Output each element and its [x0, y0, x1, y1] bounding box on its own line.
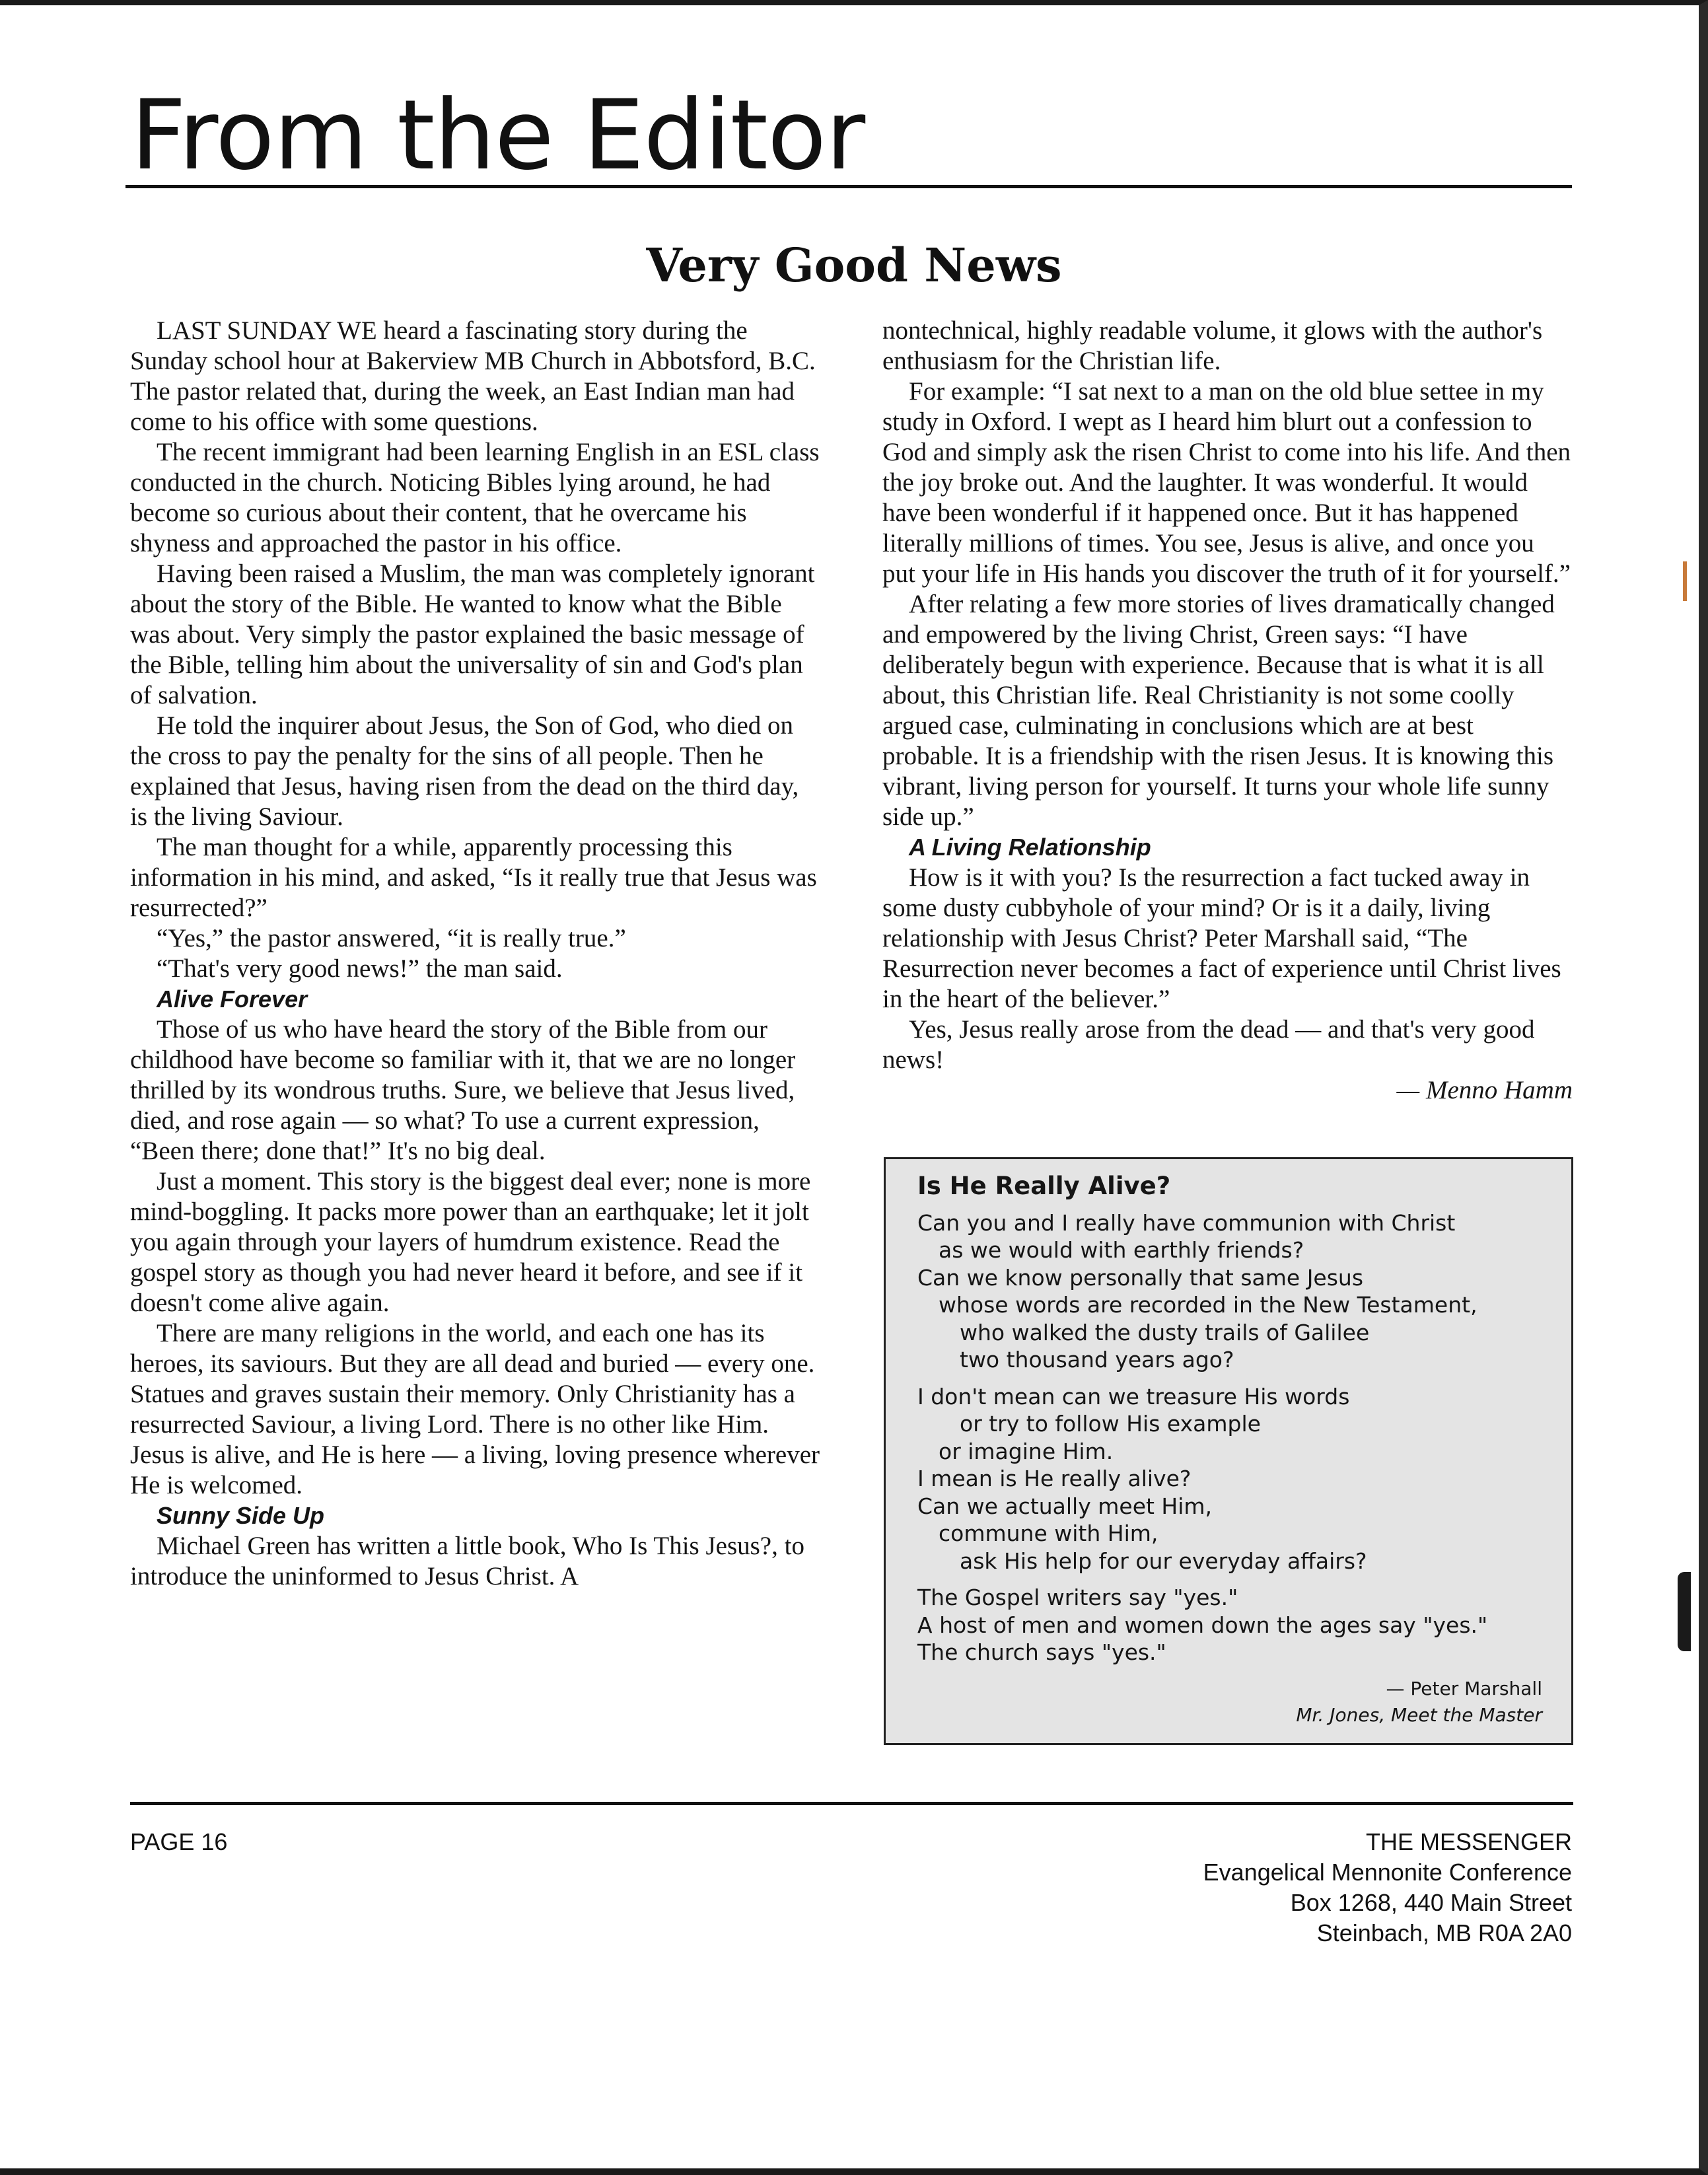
section-subhead: A Living Relationship — [909, 834, 1151, 861]
poem-line: The Gospel writers say "yes." — [917, 1585, 1238, 1610]
masthead-title: From the Editor — [131, 79, 865, 192]
page-number: PAGE 16 — [130, 1828, 228, 1855]
paragraph: Having been raised a Muslim, the man was completely ignorant about the story of the Bible. He wanted to know what the Bible was about. Very simply the pastor explained the basic message of the Bible, telling him about the universality of sin and God's plan of salvation. — [130, 559, 815, 709]
poem-line: or try to follow His example — [960, 1411, 1261, 1437]
paragraph: How is it with you? Is the resurrection a fact tucked away in some dusty cubbyhole of your mind? Or is it a daily, living relationship with Jesus Christ? Peter Marshall said, “The Resurrection never becomes a fact of experience until Christ lives in the heart of the believer.” — [882, 863, 1561, 1013]
paragraph: “Yes,” the pastor answered, “it is really true.” — [157, 924, 626, 952]
footer-rule — [130, 1802, 1573, 1805]
address-line: Box 1268, 440 Main Street — [1290, 1889, 1572, 1916]
poem-line: Can you and I really have communion with Christ — [917, 1209, 1456, 1236]
address-line: Evangelical Mennonite Conference — [1203, 1859, 1572, 1886]
address-line: Steinbach, MB R0A 2A0 — [1316, 1919, 1572, 1946]
sidebar-title: Is He Really Alive? — [917, 1172, 1171, 1200]
scan-edge-mark — [1678, 1572, 1691, 1651]
attribution-source: Mr. Jones, Meet the Master — [1296, 1703, 1542, 1726]
poem-line: or imagine Him. — [939, 1438, 1114, 1464]
article-headline: Very Good News — [646, 238, 1062, 293]
scan-edge-mark — [1683, 561, 1687, 601]
paragraph: The recent immigrant had been learning English in an ESL class conducted in the church. Noticing Bibles lying around, he had become so curious about their content, that he overcame his shyness and approached the pastor in his office. — [130, 438, 820, 557]
author-signature: — Menno Hamm — [1396, 1076, 1573, 1104]
paragraph: There are many religions in the world, and each one has its heroes, its saviours. But they are all dead and buried — every one. Statues and graves sustain their memory. Only Christianity has a resurrected Saviour, a living Lord. There is no other like Him. Jesus is alive, and He is here — a living, loving presence wherever He is welcomed. — [130, 1319, 820, 1499]
article-right-column — [882, 316, 1573, 1106]
paragraph: Yes, Jesus really arose from the dead — and that's very good news! — [882, 1015, 1535, 1074]
poem-line: Can we actually meet Him, — [917, 1493, 1213, 1519]
poem-line: The church says "yes." — [917, 1639, 1166, 1665]
poem-line: I don't mean can we treasure His words — [917, 1383, 1350, 1409]
paragraph: Just a moment. This story is the biggest deal ever; none is more mind-boggling. It packs more power than an earthquake; let it jolt you again through your layers of humdrum existence. Read the gospel story as though you had never heard it before, and see if it doesn't come alive again. — [130, 1167, 811, 1317]
section-subhead: Sunny Side Up — [157, 1502, 325, 1529]
address-line: THE MESSENGER — [1365, 1828, 1572, 1855]
poem-line: who walked the dusty trails of Galilee — [960, 1319, 1370, 1345]
poem-line: Can we know personally that same Jesus — [917, 1264, 1364, 1291]
poem-stanza — [917, 1383, 1542, 1575]
section-subhead: Alive Forever — [157, 985, 308, 1013]
poem-line: I mean is He really alive? — [917, 1466, 1192, 1491]
paragraph: nontechnical, highly readable volume, it glows with the author's enthusiasm for the Christian life. — [882, 316, 1543, 375]
masthead — [125, 79, 1572, 192]
publisher-address — [1203, 1827, 1572, 1948]
sidebar-attribution — [917, 1676, 1542, 1729]
paragraph: Those of us who have heard the story of the Bible from our childhood have become so familiar with it, that we are no longer thrilled by its wondrous truths. Sure, we believe that Jesus lived, died, and rose again — so what? To use a current expression, “Been there; done that!” It's no big deal. — [130, 1015, 796, 1165]
paragraph: After relating a few more stories of lives dramatically changed and empowered by the living Christ, Green says: “I have deliberately begun with experience. Because that is what it is all about, this Christian life. Real Christianity is not some coolly argued case, culminating in conclusions which are at best probable. It is a friendship with the risen Jesus. It is knowing this vibrant, living person for yourself. It turns your whole life sunny side up.” — [882, 590, 1555, 831]
sidebar-box — [884, 1157, 1573, 1745]
paragraph: Michael Green has written a little book, Who Is This Jesus?, to introduce the uninformed to Jesus Christ. A — [130, 1532, 804, 1590]
article-left-column — [130, 316, 820, 1592]
poem-line: as we would with earthly friends? — [939, 1237, 1304, 1263]
paragraph: “That's very good news!” the man said. — [157, 954, 563, 983]
paragraph: For example: “I sat next to a man on the old blue settee in my study in Oxford. I wept as I heard him blurt out a confession to God and simply ask the risen Christ to come into his life. And then the joy broke out. And the laughter. It was wonderful. It would have been wonderful if it happened once. But it has happened literally millions of times. You see, Jesus is alive, and once you put your life in His hands you discover the truth of it for yourself.” — [882, 377, 1571, 588]
poem-line: ask His help for our everyday affairs? — [960, 1548, 1367, 1574]
paragraph: He told the inquirer about Jesus, the Son of God, who died on the cross to pay the penalty for the sins of all people. Then he explained that Jesus, having risen from the dead on the third day, is the living Saviour. — [130, 711, 799, 831]
poem-stanza — [917, 1584, 1542, 1666]
paragraph: LAST SUNDAY WE heard a fascinating story during the Sunday school hour at Bakerview MB Church in Abbotsford, B.C. The pastor related that, during the week, an East Indian man had come to his office with some questions. — [130, 316, 816, 436]
attribution-author: — Peter Marshall — [1386, 1677, 1542, 1699]
poem-line: two thousand years ago? — [960, 1347, 1234, 1373]
poem-line: commune with Him, — [939, 1520, 1158, 1546]
poem-stanza — [917, 1209, 1542, 1374]
paragraph: The man thought for a while, apparently processing this information in his mind, and asked, “Is it really true that Jesus was resurrected?” — [130, 833, 817, 922]
poem-line: A host of men and women down the ages say "yes." — [917, 1612, 1488, 1638]
poem-line: whose words are recorded in the New Testament, — [939, 1292, 1477, 1318]
sidebar-poem — [917, 1209, 1542, 1666]
